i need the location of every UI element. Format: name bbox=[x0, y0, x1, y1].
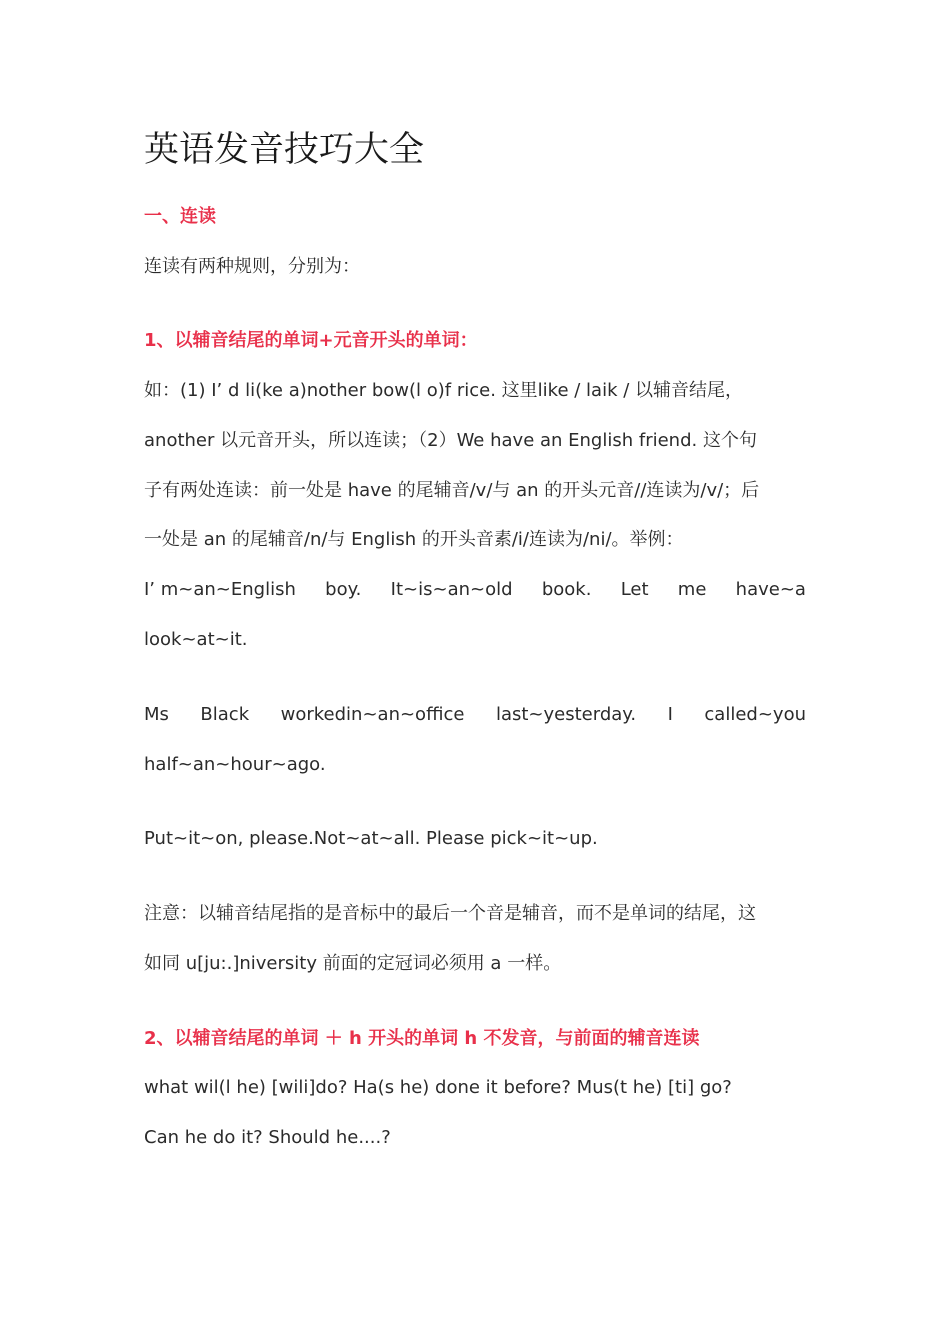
example-2-paragraph bbox=[144, 690, 806, 790]
example-word: last~yesterday. bbox=[495, 704, 637, 725]
paragraph-line: 一处是 an 的尾辅音/n/与 English 的开头音素/i/连读为/ni/。举例： bbox=[144, 529, 684, 551]
example-word: It~is~an~old bbox=[390, 579, 513, 601]
note-paragraph bbox=[144, 889, 806, 989]
paragraph-line: 如：(1) I’ d li(ke a)nother bow(l o)f rice. 这里like / laik / 以辅音结尾， bbox=[144, 380, 743, 401]
example-line-justified bbox=[144, 690, 806, 740]
paragraph-line: another 以元音开头，所以连读；（2）We have an English friend. 这个句 bbox=[144, 429, 757, 451]
example-word: Black bbox=[200, 704, 250, 725]
section-heading-liaison: 一、连读 bbox=[144, 206, 216, 227]
rule-1-heading: 1、以辅音结尾的单词+元音开头的单词： bbox=[144, 330, 478, 351]
paragraph-line: Can he do it? Should he....? bbox=[144, 1126, 391, 1148]
example-3-paragraph bbox=[144, 814, 806, 864]
rule-1-paragraph bbox=[144, 366, 806, 665]
example-word: called~you bbox=[704, 704, 806, 725]
paragraph-line: 注意：以辅音结尾指的是音标中的最后一个音是辅音，而不是单词的结尾，这 bbox=[144, 903, 756, 924]
rule-2-paragraph bbox=[144, 1063, 806, 1163]
intro-paragraph bbox=[144, 242, 806, 292]
paragraph-line: what wil(l he) [wili]do? Ha(s he) done it before? Mus(t he) [ti] go? bbox=[144, 1077, 732, 1098]
intro-line: 连读有两种规则，分别为： bbox=[144, 256, 360, 277]
paragraph-line: 如同 u[ju:.]niversity 前面的定冠词必须用 a 一样。 bbox=[144, 952, 562, 974]
example-word: book. bbox=[541, 579, 592, 601]
example-line-justified bbox=[144, 565, 806, 615]
example-word: I bbox=[667, 704, 673, 725]
example-word: have~a bbox=[735, 579, 806, 601]
paragraph-line: half~an~hour~ago. bbox=[144, 753, 326, 775]
example-word: boy. bbox=[325, 579, 362, 601]
example-word: me bbox=[677, 579, 707, 601]
paragraph-line: 子有两处连读：前一处是 have 的尾辅音/v/与 an 的开头元音//连读为/v/；后 bbox=[144, 479, 760, 501]
document-title: 英语发音技巧大全 bbox=[144, 130, 425, 170]
paragraph-line: Put~it~on, please.Not~at~all. Please pick~it~up. bbox=[144, 828, 598, 849]
example-word: I’ m~an~English bbox=[144, 579, 296, 601]
paragraph-line: look~at~it. bbox=[144, 628, 248, 650]
example-word: Let bbox=[620, 579, 649, 601]
example-word: workedin~an~office bbox=[280, 704, 465, 725]
example-word: Ms bbox=[144, 704, 169, 725]
rule-2-heading: 2、以辅音结尾的单词 ＋ h 开头的单词 h 不发音，与前面的辅音连读 bbox=[144, 1028, 700, 1049]
